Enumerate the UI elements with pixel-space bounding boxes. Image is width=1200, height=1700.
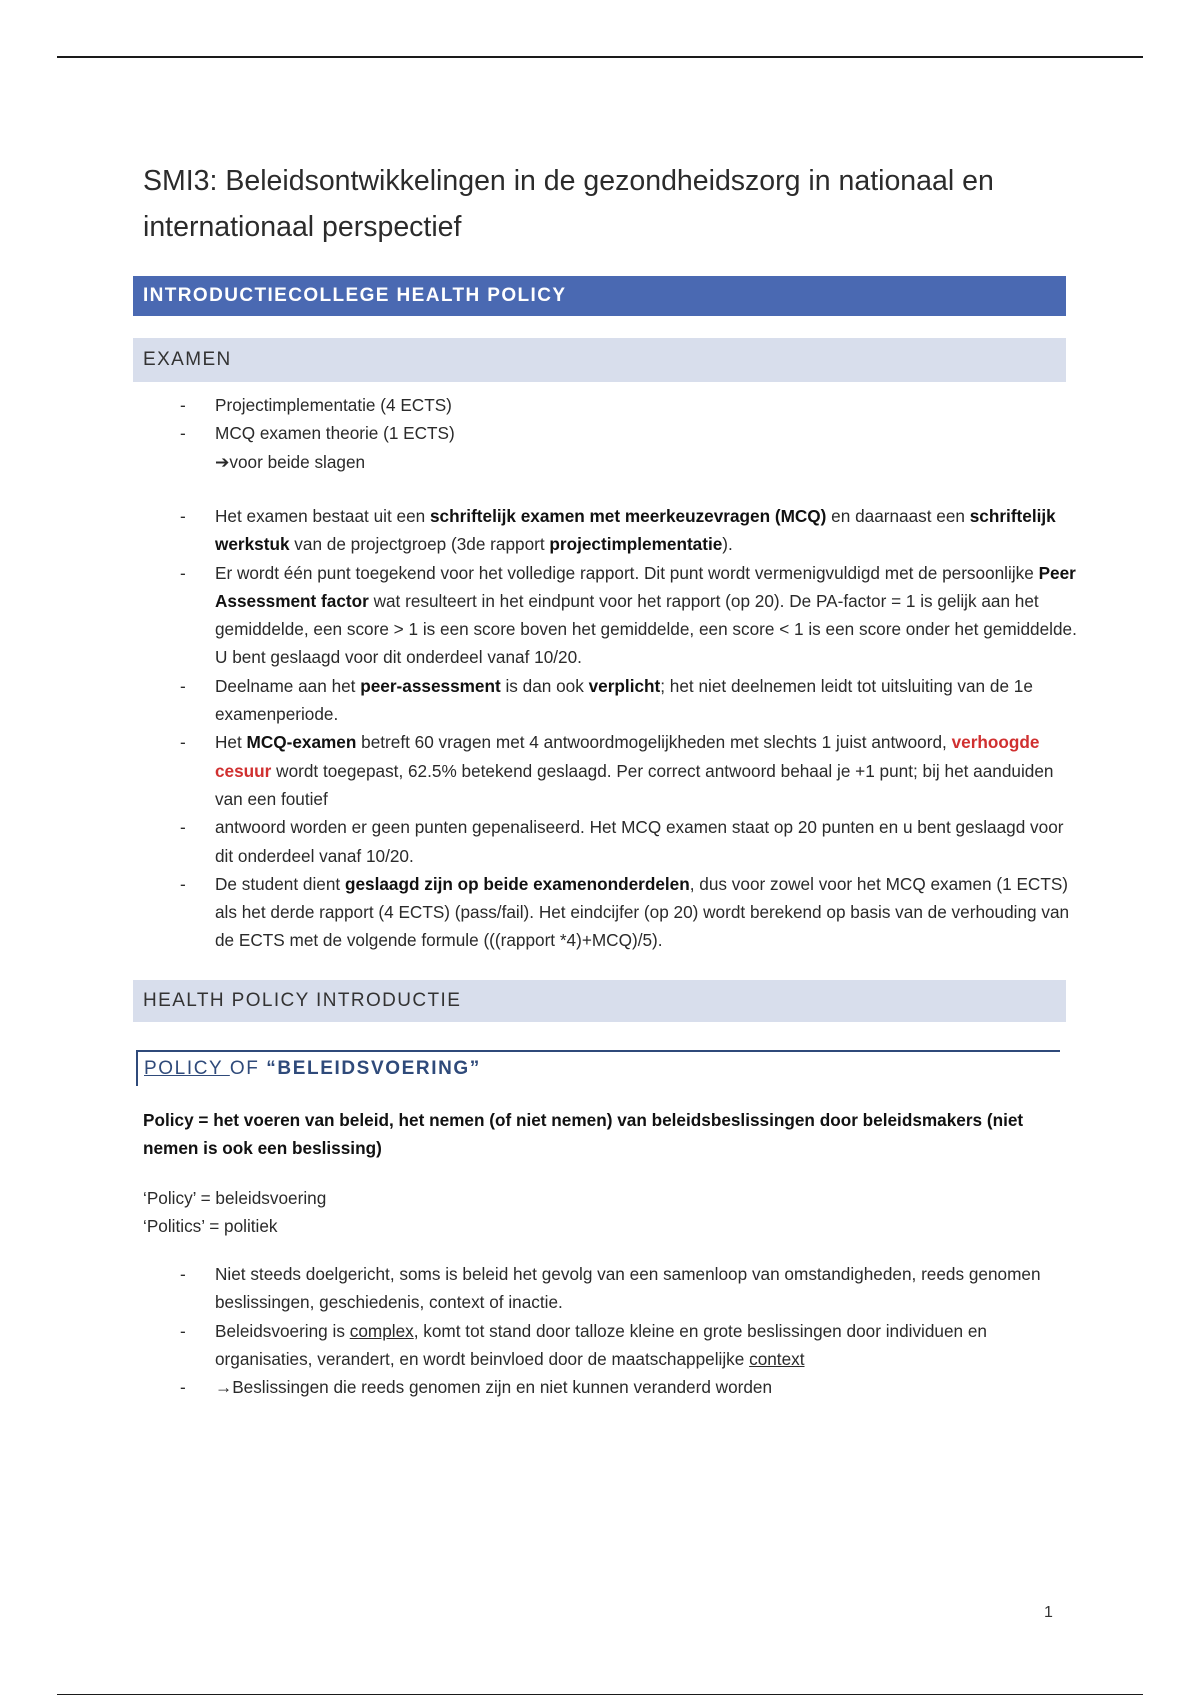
highlighted-text: verhoogde cesuur — [215, 732, 1040, 781]
heading-text: OF — [229, 1058, 267, 1079]
underlined-text: complex — [349, 1320, 414, 1341]
text: Het examen bestaat uit een — [215, 506, 430, 526]
list-item — [178, 1260, 1078, 1317]
text: Er wordt één punt toegekend voor het volledige rapport. Dit punt wordt vermenigvuldigd met de persoonlijke — [215, 562, 1039, 583]
text: is dan ook — [500, 675, 589, 696]
heading-examen-text: EXAMEN — [143, 349, 232, 370]
heading-examen — [133, 338, 1066, 382]
heading-health-policy-introductie — [133, 980, 1066, 1022]
text: Het — [215, 732, 247, 753]
list-item-text: ➔voor beide slagen — [215, 451, 366, 472]
heading-health-policy-text: HEALTH POLICY INTRODUCTIE — [143, 990, 462, 1011]
list-item — [178, 870, 1078, 955]
bold-text: projectimplementatie — [549, 534, 723, 555]
list-item-text: MCQ examen theorie (1 ECTS) — [215, 423, 455, 444]
bold-text: MCQ-examen — [246, 732, 357, 753]
heading-policy-beleidsvoering — [136, 1050, 1060, 1086]
exam-components-list — [178, 391, 1078, 476]
text: en daarnaast een — [826, 506, 970, 526]
text: , komt tot stand door talloze kleine en grote beslissingen door individuen en organisaties, verandert, en wordt beinvloed door de maatschappelijke — [215, 1320, 987, 1369]
bold-text: schriftelijk examen met meerkeuzevragen (MCQ) — [429, 506, 827, 526]
terms-block — [143, 1184, 1063, 1241]
bold-text: peer-assessment — [360, 675, 501, 696]
bold-text: geslaagd zijn op beide examenonderdelen — [344, 873, 690, 894]
list-item — [178, 672, 1078, 729]
heading-text: POLICY — [144, 1058, 230, 1079]
text: Niet steeds doelgericht, soms is beleid het gevolg van een samenloop van omstandigheden, reeds genomen beslissingen, geschiedenis, context of inactie. — [215, 1264, 1041, 1313]
bold-text: schriftelijk werkstuk — [215, 506, 1056, 555]
list-item — [178, 419, 1078, 447]
text: →Beslissingen die reeds genomen zijn en niet kunnen veranderd worden — [215, 1377, 773, 1398]
term-policy: ‘Policy’ = beleidsvoering — [143, 1188, 327, 1208]
list-item-text: Projectimplementatie (4 ECTS) — [215, 395, 452, 415]
footer-rule — [57, 1694, 1143, 1695]
list-item — [178, 559, 1078, 672]
policy-list — [178, 1260, 1078, 1401]
text: wat resulteert in het eindpunt voor het rapport (op 20). De PA-factor = 1 is gelijk aan het gemiddelde, een score > 1 is een score boven het gemiddelde, een score < 1 is een score onder het gemiddelde. U bent geslaagd voor dit onderdeel vanaf 10/20. — [215, 590, 1077, 668]
heading-introductiecollege-text: INTRODUCTIECOLLEGE HEALTH POLICY — [143, 285, 567, 306]
list-item — [178, 502, 1078, 559]
heading-introductiecollege — [133, 276, 1066, 316]
underlined-text: context — [749, 1348, 805, 1369]
text: ; het niet deelnemen leidt tot uitsluiting van de 1e examenperiode. — [215, 675, 1033, 725]
text: De student dient — [215, 873, 345, 894]
list-item — [178, 1373, 1078, 1401]
list-item — [178, 1317, 1078, 1374]
list-item — [178, 728, 1078, 813]
header-rule — [57, 56, 1143, 58]
term-politics: ‘Politics’ = politiek — [143, 1216, 278, 1237]
exam-details-list — [178, 502, 1078, 955]
list-item-note — [178, 448, 1078, 476]
policy-definition: Policy = het voeren van beleid, het nemen (of niet nemen) van beleidsbeslissingen door beleidsmakers (niet nemen is ook een beslissing) — [143, 1110, 1024, 1159]
page-number: 1 — [1044, 1604, 1053, 1621]
text: antwoord worden er geen punten gepenaliseerd. Het MCQ examen staat op 20 punten en u bent geslaagd voor dit onderdeel vanaf 10/20. — [215, 817, 1064, 866]
text: , dus voor zowel voor het MCQ examen (1 ECTS) als het derde rapport (4 ECTS) (pass/fail). Het eindcijfer (op 20) wordt berekend op basis van de verhouding van de ECTS met de volgende formule (((rapport *4)+MCQ)/5). — [215, 873, 1070, 951]
text: van de projectgroep (3de rapport — [289, 534, 550, 555]
document-title: SMI3: Beleidsontwikkelingen in de gezondheidszorg in nationaal en internationaal perspectief — [143, 165, 994, 243]
text: betreft 60 vragen met 4 antwoordmogelijkheden met slechts 1 juist antwoord, — [356, 732, 952, 753]
list-item — [178, 391, 1078, 419]
list-item — [178, 813, 1078, 870]
bold-text: verplicht — [588, 675, 661, 696]
text: ). — [722, 534, 733, 555]
heading-text: “BELEIDSVOERING” — [266, 1058, 481, 1079]
text: wordt toegepast, 62.5% betekend geslaagd. Per correct antwoord behaal je +1 punt; bij het aanduiden van een foutief — [215, 760, 1054, 809]
text: Beleidsvoering is — [215, 1320, 350, 1341]
bold-text: Peer Assessment factor — [215, 562, 1076, 611]
text: Deelname aan het — [215, 675, 361, 696]
